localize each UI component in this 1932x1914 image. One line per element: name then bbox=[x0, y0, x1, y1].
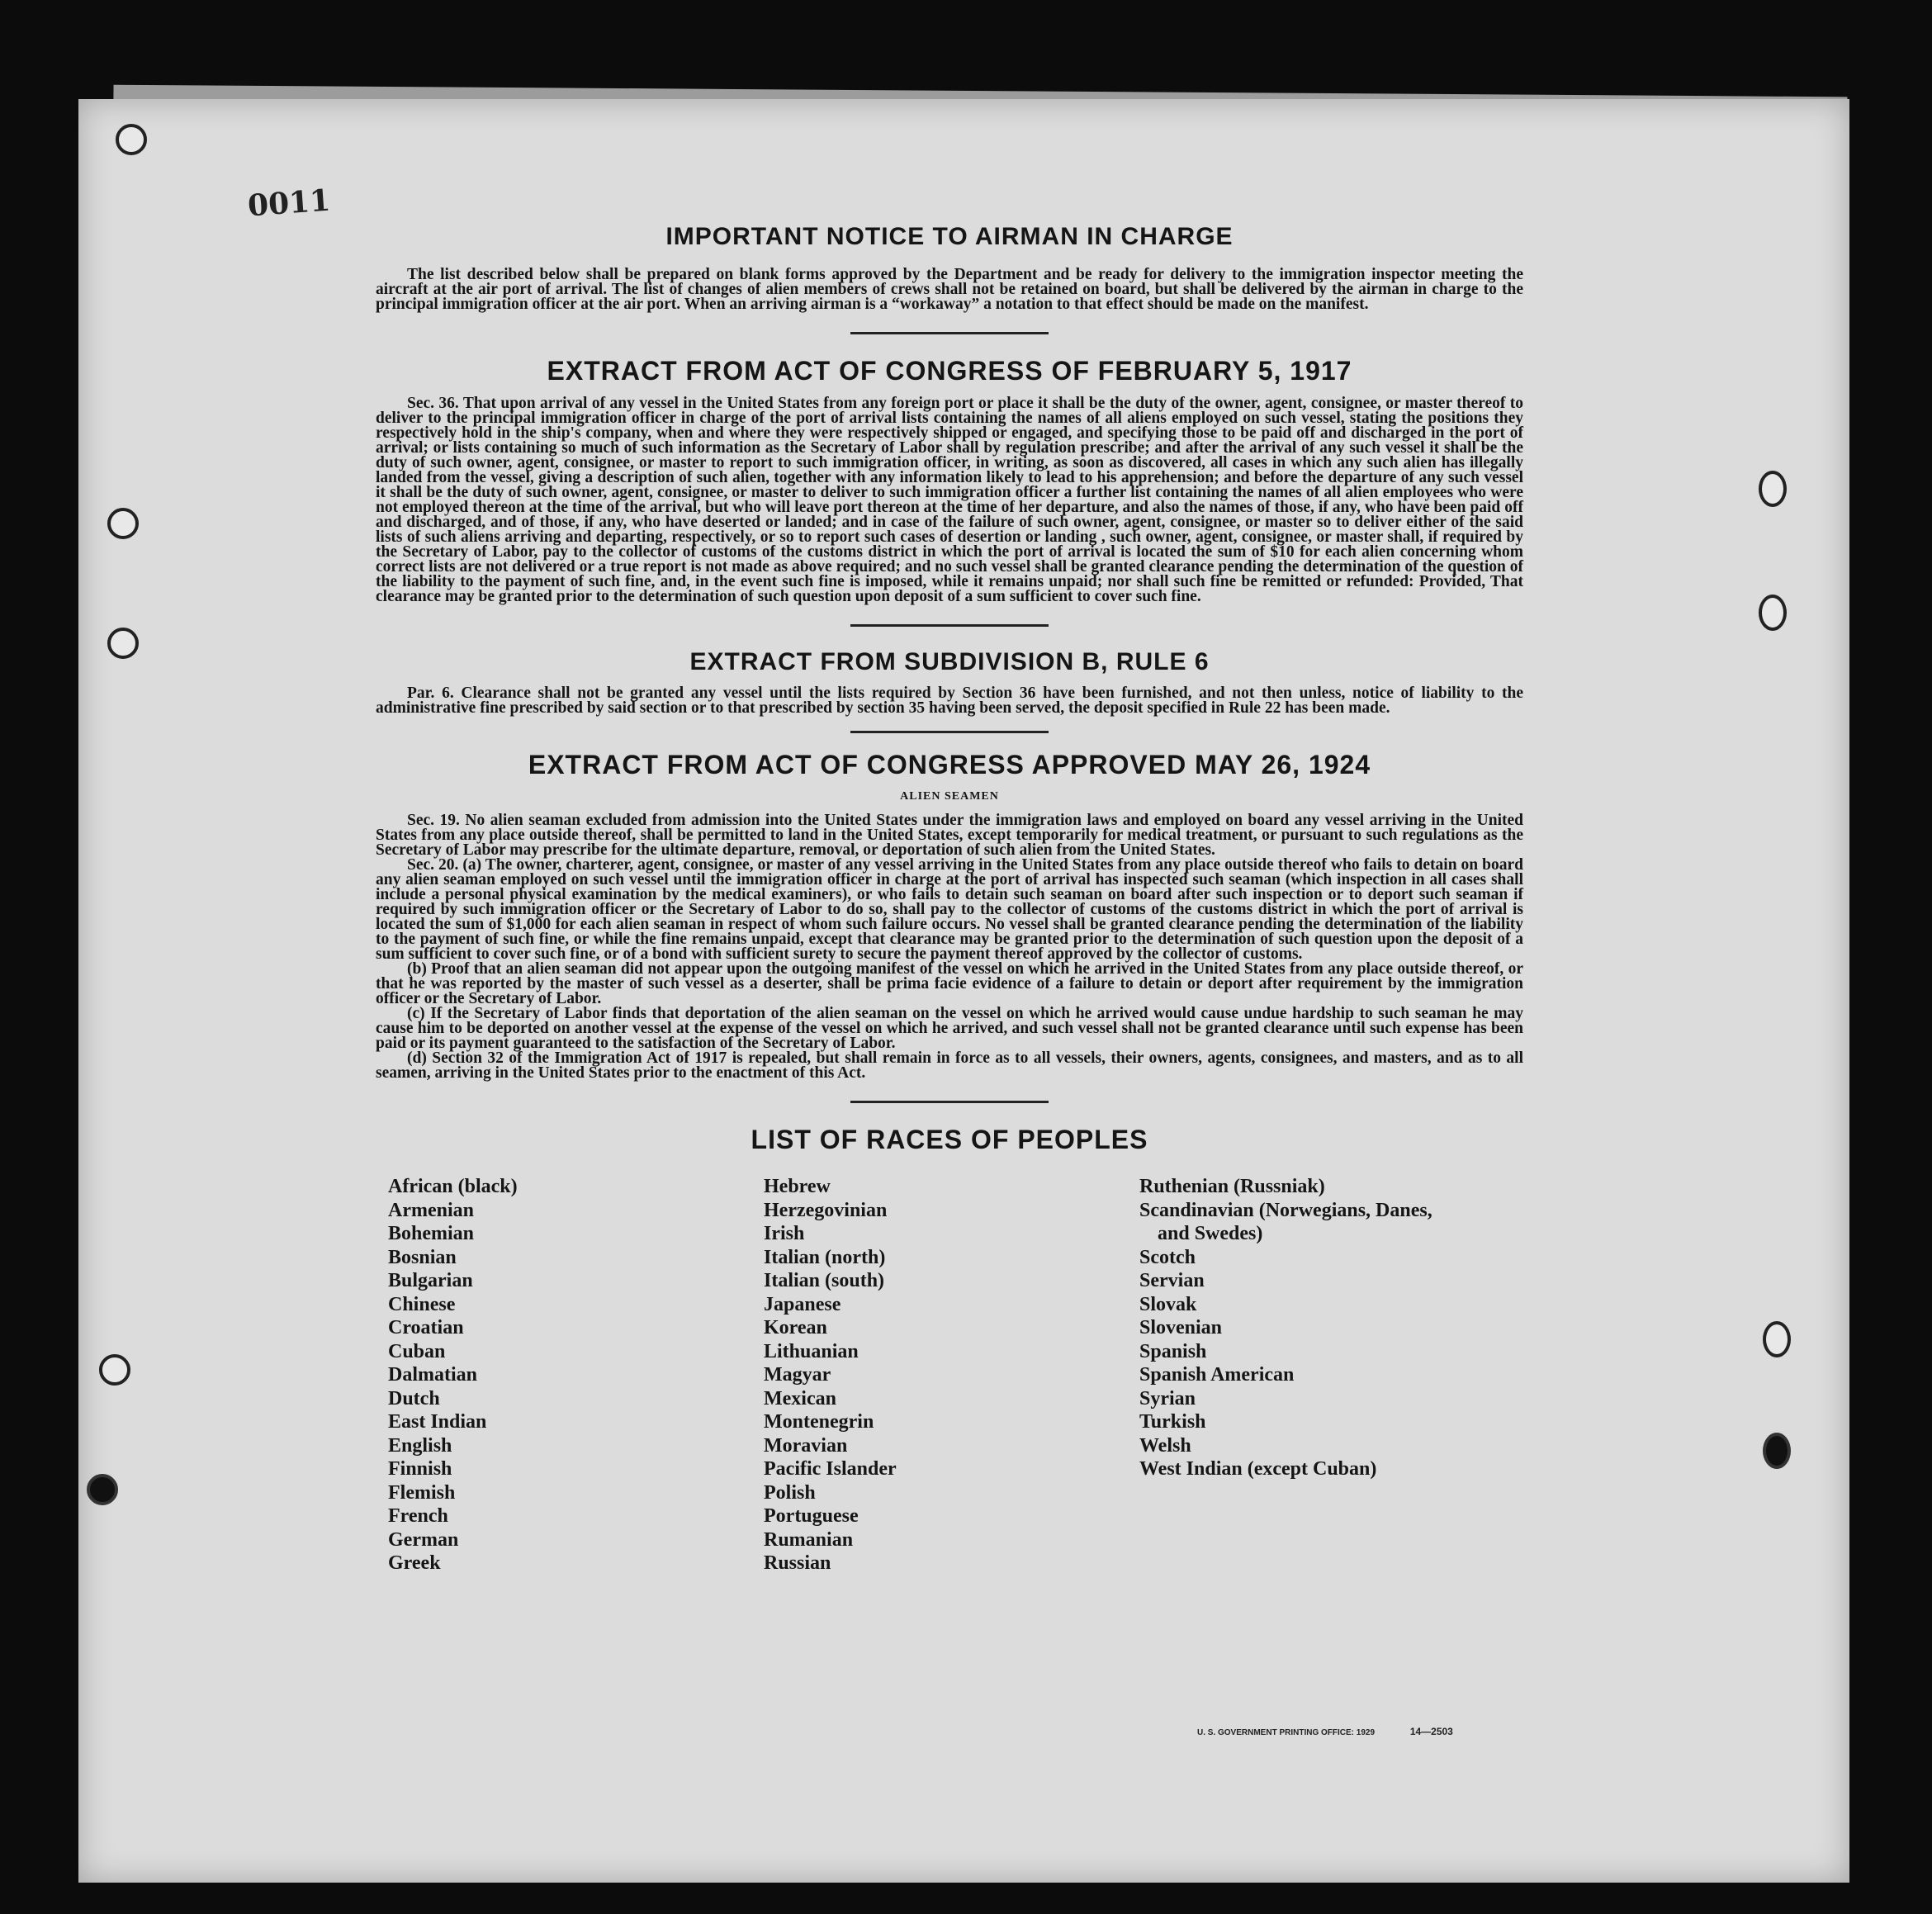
race-item: Dalmatian bbox=[388, 1364, 477, 1386]
race-item: Ruthenian (Russniak) bbox=[1139, 1176, 1325, 1197]
race-item: Welsh bbox=[1139, 1434, 1191, 1457]
sec20c-text: (c) If the Secretary of Labor finds that deportation of the alien seaman on the vessel on which he arrived would cause undue hardship to such seaman he may cause him to be deported on another vessel at the expense of the vessel on which he arrived, and such vessel shall not be granted clearance until such expense has been paid or its payment guaranteed to the satisfaction of the Secretary of Labor. bbox=[376, 1005, 1523, 1052]
race-item: Spanish American bbox=[1139, 1364, 1295, 1386]
race-item: Korean bbox=[764, 1317, 827, 1338]
race-item: East Indian bbox=[388, 1411, 487, 1433]
punch-hole-icon bbox=[1763, 1433, 1791, 1469]
race-item: Polish bbox=[764, 1481, 816, 1504]
race-item: Chinese bbox=[388, 1293, 456, 1315]
sec36-text: Sec. 36. That upon arrival of any vessel in the United States from any foreign port or place it shall be the duty of the owner, agent, consignee, or master thereof to deliver to the principal immigration officer in charge of the port of arrival lists containing the names of all aliens employed on such vessel, stating the positions they respectively hold in the ship's company, when and where they were respectively shipped or engaged, and specifying those to be paid off and discharged in the port of arrival; or lists containing so much of such information as the Secretary of Labor shall by regulation prescribe; and after the arrival of any such vessel it shall be the duty of such owner, agent, consignee, or master to report to such immigration officer, in writing, as soon as discovered, all cases in which any such alien has illegally landed from the vessel, giving a description of such alien, together with any information likely to lead to his apprehension; and before the departure of any such vessel it shall be the duty of such owner, agent, consignee, or master to deliver to such immigration officer a further list containing the names of all alien employees who were not employed thereon at the time of the arrival, but who will leave port thereon at the time of her departure, and also the names of those, if any, who have been paid off and discharged, and of those, if any, who have deserted or landed; and in case of the failure of such owner, agent, consignee, or master so to deliver either of the said lists of such aliens arriving and departing, respectively, or so to report such cases of desertion or landing , such owner, agent, consignee, or master shall, if required by the Secretary of Labor, pay to the collector of customs of the customs district in which the port of arrival is located the sum of $10 for each alien concerning whom correct lists are not delivered or a true report is not made as above required; and no such vessel shall be granted clearance pending the determination of the question of the liability to the payment of such fine, and, in the event such fine is imposed, while it remains unpaid; nor shall such fine be remitted or refunded: Provided, That clearance may be granted prior to the determination of such question upon deposit of a sum sufficient to cover such fine. bbox=[376, 395, 1523, 605]
race-item: French bbox=[388, 1505, 448, 1527]
race-item: Cuban bbox=[388, 1340, 446, 1362]
punch-hole-icon bbox=[1763, 1321, 1791, 1357]
punch-hole-icon bbox=[87, 1474, 118, 1505]
race-item: and Swedes) bbox=[1158, 1223, 1263, 1244]
race-item: Lithuanian bbox=[764, 1340, 859, 1362]
printer-footer bbox=[1197, 1726, 1453, 1737]
act-1917-section bbox=[376, 356, 1523, 604]
printer-imprint: U. S. GOVERNMENT PRINTING OFFICE: 1929 bbox=[1197, 1728, 1376, 1737]
divider bbox=[850, 332, 1049, 334]
punch-hole-icon bbox=[1759, 471, 1787, 507]
notice-title: IMPORTANT NOTICE TO AIRMAN IN CHARGE bbox=[665, 223, 1234, 250]
race-item: Spanish bbox=[1139, 1340, 1207, 1362]
race-item: Portuguese bbox=[764, 1505, 859, 1527]
races-section bbox=[376, 1125, 1523, 1575]
document-body bbox=[376, 223, 1523, 1575]
punch-hole-icon bbox=[107, 508, 139, 539]
race-item: Rumanian bbox=[764, 1528, 854, 1551]
race-item: Pacific Islander bbox=[764, 1458, 897, 1480]
race-item: Slovenian bbox=[1139, 1317, 1223, 1338]
sec19-text: Sec. 19. No alien seaman excluded from admission into the United States under the immigration laws and employed on board any vessel arriving in the United States from any place outside thereof, shall be permitted to land in the United States, except temporarily for medical treatment, or pursuant to such regulations as the Secretary of Labor may prescribe for the ultimate departure, removal, or deportation of such alien from the United States. bbox=[376, 812, 1523, 859]
rule6-text: Par. 6. Clearance shall not be granted any vessel until the lists required by Section 36 have been furnished, and not then unless, notice of liability to the administrative fine prescribed by said section or to that prescribed by section 35 having been served, the deposit specified in Rule 22 has been made. bbox=[376, 685, 1523, 717]
race-item: Croatian bbox=[388, 1317, 464, 1338]
rule6-section bbox=[376, 648, 1523, 716]
race-item: Irish bbox=[764, 1223, 805, 1244]
races-title: LIST OF RACES OF PEOPLES bbox=[751, 1125, 1148, 1154]
punch-hole-icon bbox=[1759, 595, 1787, 631]
race-item: Magyar bbox=[764, 1364, 831, 1386]
divider bbox=[850, 624, 1049, 627]
race-item: Italian (south) bbox=[764, 1270, 885, 1291]
race-item: Scandinavian (Norwegians, Danes, bbox=[1139, 1199, 1432, 1221]
race-item: Moravian bbox=[764, 1434, 848, 1457]
races-column bbox=[1139, 1175, 1515, 1575]
race-item: Hebrew bbox=[764, 1176, 831, 1197]
race-item: Japanese bbox=[764, 1293, 841, 1315]
races-list bbox=[376, 1175, 1523, 1575]
race-item: Herzegovinian bbox=[764, 1199, 888, 1221]
race-item: German bbox=[388, 1528, 459, 1551]
race-item: Finnish bbox=[388, 1458, 452, 1480]
race-item: Servian bbox=[1139, 1270, 1205, 1291]
race-item: Greek bbox=[388, 1552, 441, 1574]
race-item: Slovak bbox=[1139, 1293, 1197, 1315]
race-item: Russian bbox=[764, 1552, 831, 1574]
race-item: Flemish bbox=[388, 1481, 456, 1504]
race-item: Mexican bbox=[764, 1387, 836, 1409]
act-1917-title: EXTRACT FROM ACT OF CONGRESS OF FEBRUARY 5, 1917 bbox=[547, 356, 1352, 386]
race-item: Italian (north) bbox=[764, 1246, 886, 1268]
race-item: West Indian (except Cuban) bbox=[1139, 1458, 1377, 1480]
race-item: African (black) bbox=[388, 1176, 518, 1197]
race-item: Scotch bbox=[1139, 1246, 1196, 1268]
punch-hole-icon bbox=[99, 1354, 130, 1386]
race-item: Turkish bbox=[1139, 1411, 1206, 1433]
alien-seamen-subtitle: ALIEN SEAMEN bbox=[900, 790, 999, 803]
race-item: Dutch bbox=[388, 1387, 440, 1409]
sec20b-text: (b) Proof that an alien seaman did not appear upon the outgoing manifest of the vessel on which he arrived in the United States from any place outside thereof, or that he was reported by the master of such vessel as a deserter, shall be prima facie evidence of a failure to detain or deport after requirement by the immigration officer or the Secretary of Labor. bbox=[376, 960, 1523, 1007]
divider bbox=[850, 1101, 1049, 1103]
sec20a-text: Sec. 20. (a) The owner, charterer, agent, consignee, or master of any vessel arriving in the United States from any place outside thereof who fails to detain on board any alien seaman employed on such vessel until the immigration officer in charge at the port of arrival has inspected such seaman (which inspection in all cases shall include a personal physical examination by the medical examiners), or who fails to detain such seaman on board after such inspection or to deport such seaman if required by such immigration officer or the Secretary of Labor to do so, shall pay to the collector of customs of the customs district in which the port of arrival is located the sum of $1,000 for each alien seaman in respect of whom such failure occurs. No vessel shall be granted clearance pending the determination of the liability to the payment of such fine, or while the fine remains unpaid, except that clearance may be granted prior to the determination of such question upon the deposit of a sum sufficient to cover such fine, or of a bond with sufficient surety to secure the payment thereof approved by the collector of customs. bbox=[376, 856, 1523, 963]
race-item: Bulgarian bbox=[388, 1270, 473, 1291]
notice-section bbox=[376, 223, 1523, 312]
act-1924-title: EXTRACT FROM ACT OF CONGRESS APPROVED MAY 26, 1924 bbox=[528, 750, 1371, 779]
divider bbox=[850, 731, 1049, 733]
punch-hole-icon bbox=[116, 124, 147, 155]
race-item: Montenegrin bbox=[764, 1411, 874, 1433]
sec20d-text: (d) Section 32 of the Immigration Act of 1917 is repealed, but shall remain in force as to all vessels, their owners, agents, consignees, and masters, and as to all seamen, arriving in the United States prior to the enactment of this Act. bbox=[376, 1049, 1523, 1082]
act-1924-section bbox=[376, 750, 1523, 1081]
race-item: English bbox=[388, 1434, 452, 1457]
rule6-title: EXTRACT FROM SUBDIVISION B, RULE 6 bbox=[689, 648, 1210, 675]
race-item: Bohemian bbox=[388, 1223, 475, 1244]
handwritten-mark: 0011 bbox=[246, 182, 332, 224]
punch-hole-icon bbox=[107, 628, 139, 659]
races-column bbox=[764, 1175, 1139, 1575]
race-item: Bosnian bbox=[388, 1246, 457, 1268]
race-item: Armenian bbox=[388, 1199, 474, 1221]
form-code: 14—2503 bbox=[1409, 1726, 1453, 1737]
race-item: Syrian bbox=[1139, 1387, 1196, 1409]
notice-text: The list described below shall be prepared on blank forms approved by the Department and be ready for delivery to the immigration inspector meeting the aircraft at the air port of arrival. The list of changes of alien members of crews shall not be retained on board, but shall be delivered by the airman in charge to the principal immigration officer at the air port. When an arriving airman is a “workaway” a notation to that effect should be made on the manifest. bbox=[376, 266, 1523, 313]
races-column bbox=[388, 1175, 764, 1575]
